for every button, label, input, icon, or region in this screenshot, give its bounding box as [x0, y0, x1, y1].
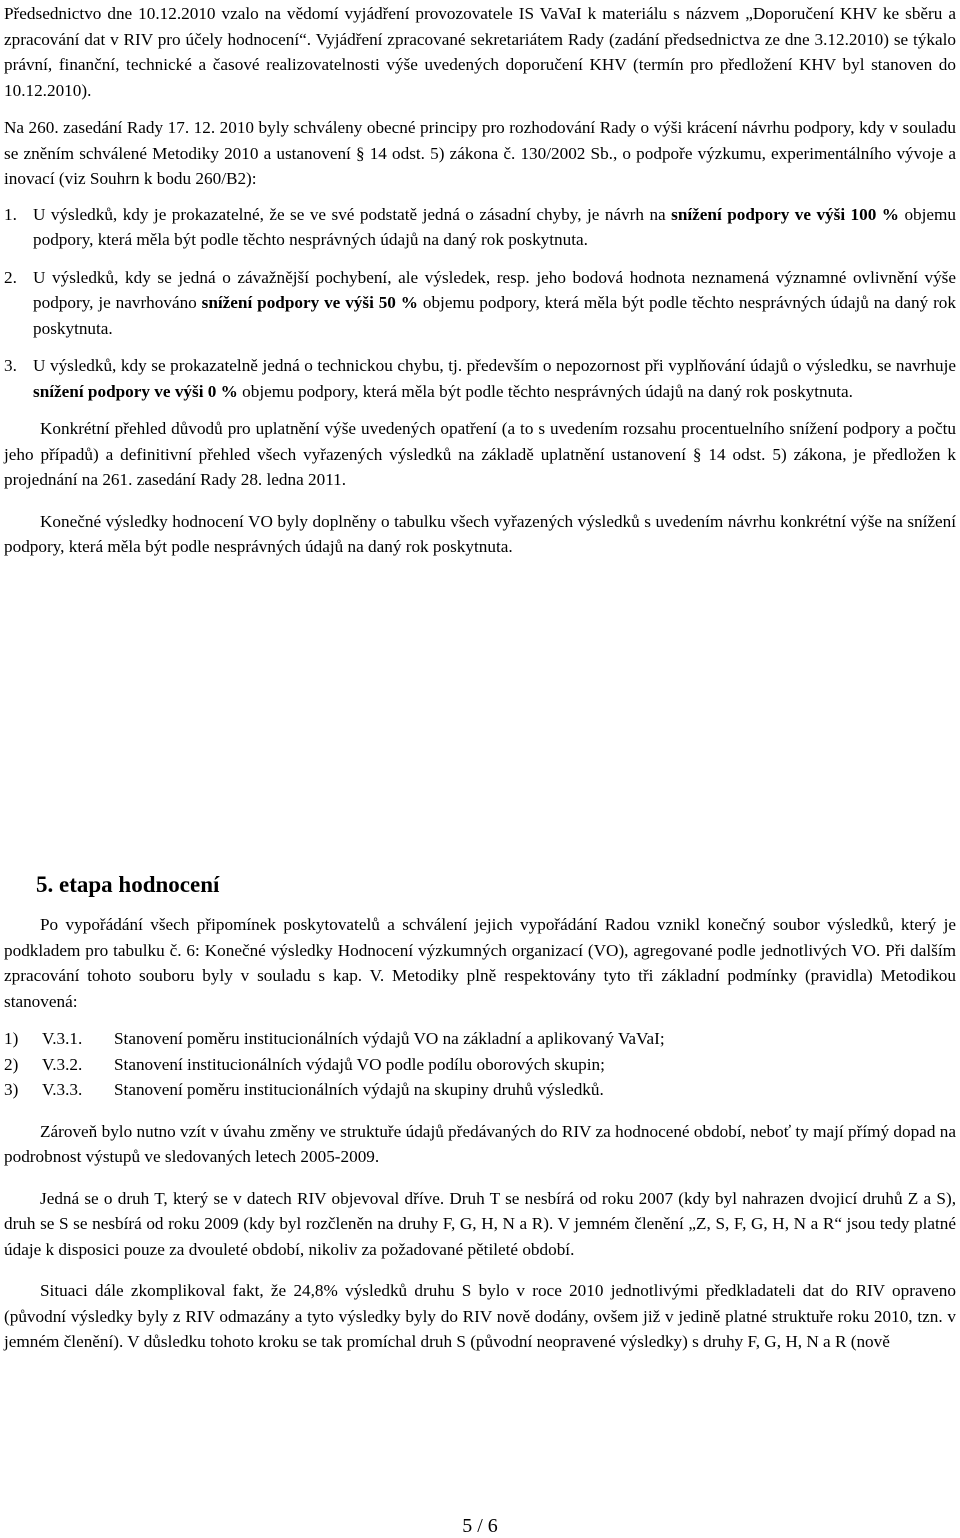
paragraph-presidium: Předsednictvo dne 10.12.2010 vzalo na vědomí vyjádření provozovatele IS VaVaI k materiálu s názvem „Doporučení KHV ke sběru a zpracování dat v RIV pro účely hodnocení“. Vyjádření zpracované sekretariátem Rady (zadání předsednictva ze dne 3.12.2010) se týkalo právní, finanční, technické a časové realizovatelnosti výše uvedených doporučení KHV (termín pro předložení KHV byl stanoven do 10.12.2010). [4, 4, 956, 100]
section-heading: 5. etapa hodnocení [36, 872, 220, 897]
section-content [4, 912, 956, 1355]
rules-list [4, 1026, 956, 1103]
paragraph-meeting-260: Na 260. zasedání Rady 17. 12. 2010 byly schváleny obecné principy pro rozhodování Rady o výši krácení návrhu podpory, kdy v souladu se zněním schválené Metodiky 2010 a ustanovení § 14 odst. 5) zákona č. 130/2002 Sb., o podpoře výzkumu, experimentálního vývoje a inovací (viz Souhrn k bodu 260/B2): [4, 118, 956, 188]
paragraph-result-types: Jedná se o druh T, který se v datech RIV objevoval dříve. Druh T se nesbírá od roku 2007 (kdy byl nahrazen dvojicí druhů Z a S), druh se S se nesbírá od roku 2009 (kdy byl rozčleněn na druhy F, G, H, N a R). V jemném členění „Z, S, F, G, H, N a R“ jsou tedy platné údaje k disposici pouze za dvouleté období, nikoliv za požadované pětileté období. [4, 1188, 956, 1259]
list-number: 1) [4, 1029, 19, 1048]
principle-number: 1. [4, 204, 17, 224]
principle-item [4, 202, 956, 253]
principle-text: objemu podpory, která měla být podle těchto nesprávných údajů na daný rok poskytnuta. [33, 293, 956, 338]
principle-text: objemu podpory, která měla být podle těchto nesprávných údajů na daný rok poskytnuta. [33, 204, 956, 249]
principle-item [4, 265, 956, 342]
list-item [4, 1077, 956, 1103]
page-number: 5 / 6 [462, 1515, 498, 1537]
principle-number: 3. [4, 356, 17, 375]
paragraph-structure-changes: Zároveň bylo nutno vzít v úvahu změny ve struktuře údajů předávaných do RIV za hodnocené období, neboť ty mají přímý dopad na podrobnost výstupů ve sledovaných letech 2005-2009. [4, 1121, 956, 1166]
list-item [4, 1026, 956, 1052]
principle-bold: snížení podpory ve výši 100 % [671, 204, 899, 224]
principle-bold: snížení podpory ve výši 50 % [201, 293, 418, 312]
rule-text: Stanovení poměru institucionálních výdajů na skupiny druhů výsledků. [114, 1080, 604, 1099]
document-page [4, 0, 956, 560]
paragraph-section-intro: Po vypořádání všech připomínek poskytovatelů a schválení jejich vypořádání Radou vznikl konečný soubor výsledků, který je podkladem pro tabulku č. 6: Konečné výsledky Hodnocení výzkumných organizací (VO), agregované podle jednotlivých VO. Při dalším zpracování tohoto souboru byly v souladu s kap. V. Metodiky plně respektovány tyto tři základní podmínky (pravidla) Metodikou stanovená: [4, 915, 956, 1011]
paragraph-overview: Konkrétní přehled důvodů pro uplatnění výše uvedených opatření (a to s uvedením rozsahu procentuelního snížení podpory a počtu jeho případů) a definitivní přehled všech vyřazených výsledků na základě uplatnění ustanovení § 14 odst. 5) zákona, je předložen k projednání na 261. zasedání Rady 28. ledna 2011. [4, 419, 956, 489]
principle-bold: snížení podpory ve výši 0 % [33, 381, 238, 401]
list-number: 2) [4, 1054, 19, 1074]
rule-code: V.3.3. [42, 1080, 83, 1099]
rule-code: V.3.2. [42, 1054, 83, 1074]
rule-code: V.3.1. [42, 1029, 83, 1048]
paragraph-complication: Situaci dále zkomplikoval fakt, že 24,8% výsledků druhu S bylo v roce 2010 jednotlivými předkladateli dat do RIV opraveno (původní výsledky byly z RIV odmazány a tyto výsledky byly do RIV nově dodány, ovšem již v jedině platné struktuře roku 2010, tzn. v jemném členění). V důsledku tohoto kroku se tak promíchal druh S (původní neopravené výsledky) s druhy F, G, H, N a R (nově [4, 1281, 956, 1351]
principle-text: U výsledků, kdy se prokazatelně jedná o technickou chybu, tj. především o nepozornost při vyplňování údajů o výsledku, se navrhuje [33, 356, 956, 375]
principle-text: U výsledků, kdy je prokazatelné, že se ve své podstatě jedná o zásadní chyby, je návrh na [33, 204, 672, 224]
principle-number: 2. [4, 267, 17, 287]
rule-text: Stanovení institucionálních výdajů VO podle podílu oborových skupin; [114, 1054, 605, 1074]
principle-text: objemu podpory, která měla být podle těchto nesprávných údajů na daný rok poskytnuta. [237, 381, 853, 401]
principle-item [4, 353, 956, 404]
rule-text: Stanovení poměru institucionálních výdajů VO na základní a aplikovaný VaVaI; [114, 1029, 665, 1048]
list-item [4, 1052, 956, 1078]
list-number: 3) [4, 1080, 19, 1099]
principle-text: U výsledků, kdy se jedná o závažnější pochybení, ale výsledek, resp. jeho bodová hodnota neznamená významné ovlivnění výše podpory, je navrhováno [33, 267, 956, 312]
paragraph-final-results: Konečné výsledky hodnocení VO byly doplněny o tabulku všech vyřazených výsledků s uvedením návrhu konkrétní výše na snížení podpory, která měla být podle nesprávných údajů na daný rok poskytnuta. [4, 511, 956, 556]
